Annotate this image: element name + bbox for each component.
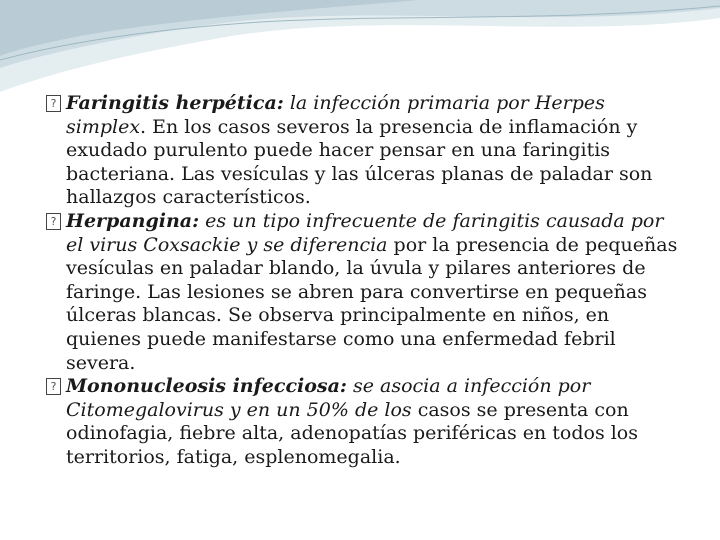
body-text: por la presencia de pequeñas vesículas en paladar blando, la úvula y pilares anteriores de faringe. Las lesiones se abren para convertirse en pequeñas úlceras blancas. Se observa principalmente en niños, en quienes puede manifestarse como una enfermedad febril severa.: [66, 233, 678, 374]
term-mononucleosis: Mononucleosis infecciosa:: [66, 375, 347, 398]
body-text: casos se presenta con odinofagia, fiebre alta, adenopatías periféricas en todos los territorios, fatiga, esplenomegalia.: [66, 398, 638, 468]
slide-body: [46, 92, 686, 470]
paragraph-mononucleosis: [46, 375, 686, 469]
missing-glyph-bullet-icon: ?: [46, 213, 61, 230]
italic-text: es un tipo infrecuente de faringitis causada por el virus Coxsackie y se diferencia: [66, 209, 664, 256]
paragraph-faringitis-herpetica: [46, 92, 686, 210]
term-herpangina: Herpangina:: [66, 209, 200, 232]
term-faringitis-herpetica: Faringitis herpética:: [66, 92, 284, 114]
missing-glyph-bullet-icon: ?: [46, 378, 61, 395]
missing-glyph-bullet-icon: ?: [46, 95, 61, 112]
body-text: . En los casos severos la presencia de inflamación y exudado purulento puede hacer pensar en una faringitis bacteriana. Las vesículas y las úlceras planas de paladar son hallazgos característicos.: [66, 115, 653, 209]
paragraph-herpangina: [46, 210, 686, 375]
italic-text: se asocia a infección por Citomegalovirus y en un 50% de los: [66, 375, 591, 421]
italic-text: la infección primaria por Herpes simplex: [66, 92, 605, 138]
